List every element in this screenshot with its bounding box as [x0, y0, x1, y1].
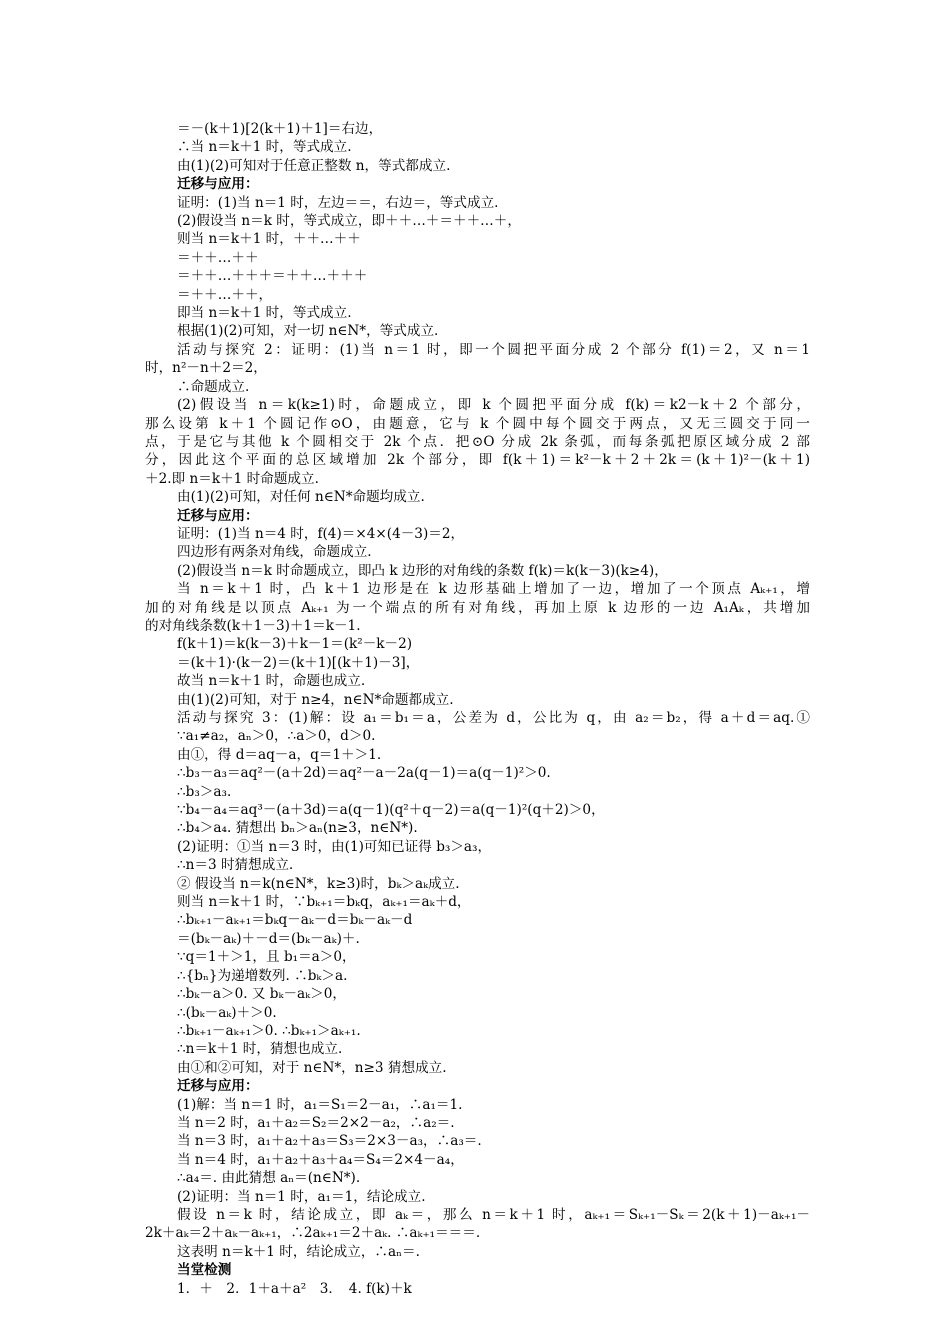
text-line: 证明：(1)当 n＝4 时，f(4)＝×4×(4－3)＝2， [177, 525, 465, 542]
text-line: ∴bₖ－a＞0. 又 bₖ－aₖ＞0， [177, 986, 346, 1003]
text-line: (2)证明：当 n＝1 时，a₁＝1，结论成立. [177, 1188, 426, 1205]
text-line: ∴bₖ₊₁－aₖ₊₁＞0. ∴bₖ₊₁＞aₖ₊₁. [177, 1022, 361, 1039]
text-line: 当 n＝k＋1 时，凸 k＋1 边形是在 k 边形基础上增加了一边，增加了一个顶点 Aₖ₊₁，增 [177, 581, 810, 598]
text-line: ∵q＝1＋＞1，且 b₁＝a＞0， [177, 949, 356, 966]
text-line: f(k＋1)＝k(k－3)＋k－1＝(k²－k－2) [177, 636, 413, 653]
text-line: 则当 n＝k＋1 时，＋＋…＋＋ [177, 231, 361, 248]
text-line: ∴命题成立. [177, 378, 250, 395]
text-line: 1．＋ 2．1＋a＋a² 3． 4. f(k)＋k [177, 1280, 412, 1297]
text-line: 的对角线条数(k＋1－3)＋1＝k－1. [145, 617, 361, 634]
section-heading: 迁移与应用： [177, 1078, 259, 1095]
text-line: 证明：(1)当 n＝1 时，左边＝＝，右边＝，等式成立. [177, 194, 499, 211]
text-line: ∴b₃＞a₃. [177, 783, 232, 800]
text-line: ∴a₄＝. 由此猜想 aₙ＝(n∈N*). [177, 1170, 361, 1187]
section-heading: 当堂检测 [177, 1262, 232, 1279]
text-line: 则当 n＝k＋1 时，∵bₖ₊₁＝bₖq，aₖ₊₁＝aₖ＋d， [177, 894, 471, 911]
text-line: ∴bₖ₊₁－aₖ₊₁＝bₖq－aₖ－d＝bₖ－aₖ－d [177, 912, 413, 929]
text-line: 故当 n＝k＋1 时，命题也成立. [177, 673, 366, 690]
text-line: 这表明 n＝k＋1 时，结论成立，∴aₙ＝. [177, 1243, 420, 1260]
text-line: ＝－(k＋1)[2(k＋1)＋1]＝右边， [177, 121, 383, 137]
section-heading: 迁移与应用： [177, 507, 259, 524]
text-line: ∴当 n＝k＋1 时，等式成立. [177, 139, 352, 156]
text-line: 那么设第 k＋1 个圆记作⊙O，由题意，它与 k 个圆中每个圆交于两点，又无三圆交于同一 [145, 415, 810, 432]
text-line: ∵a₁≠a₂，aₙ＞0，∴a＞0，d＞0. [177, 728, 376, 745]
text-line: (2)假设当 n＝k 时，等式成立，即＋＋…＋＝＋＋…＋， [177, 213, 521, 230]
text-line: 由(1)(2)可知，对于 n≥4，n∈N*命题都成立. [177, 691, 454, 708]
text-line: 当 n＝3 时，a₁＋a₂＋a₃＝S₃＝2×3－a₃，∴a₃＝. [177, 1133, 482, 1150]
text-line: ∴(bₖ－aₖ)＋＞0. [177, 1004, 277, 1021]
text-line: ＝(bₖ－aₖ)＋－d＝(bₖ－aₖ)＋. [177, 930, 360, 947]
text-line: ∴n＝3 时猜想成立. [177, 857, 294, 874]
text-line: 由①和②可知，对于 n∈N*，n≥3 猜想成立. [177, 1059, 447, 1076]
text-line: 点，于是它与其他 k 个圆相交于 2k 个点．把⊙O 分成 2k 条弧，而每条弧把原区域分成 2 部 [145, 433, 810, 450]
text-line: ＝＋＋…＋＋＋＝＋＋…＋＋＋ [177, 268, 368, 285]
text-line: 由(1)(2)可知对于任意正整数 n，等式都成立. [177, 157, 451, 174]
text-line: ∴b₄＞a₄. 猜想出 bₙ＞aₙ(n≥3，n∈N*). [177, 820, 418, 837]
text-line: ∴b₃－a₃＝aq²－(a＋2d)＝aq²－a－2a(q－1)＝a(q－1)²＞0. [177, 765, 551, 782]
text-line: (2)证明：①当 n＝3 时，由(1)可知已证得 b₃＞a₃， [177, 838, 492, 855]
text-line: (2)假设当 n＝k(k≥1)时，命题成立，即 k 个圆把平面分成 f(k)＝k2－k＋2 个部分， [177, 397, 810, 414]
text-line: ∴{bₙ}为递增数列. ∴bₖ＞a. [177, 967, 348, 984]
text-line: 四边形有两条对角线，命题成立. [177, 544, 372, 561]
text-line: ＝(k＋1)·(k－2)＝(k＋1)[(k＋1)－3]， [177, 654, 420, 671]
text-line: 根据(1)(2)可知，对一切 n∈N*，等式成立. [177, 323, 439, 340]
text-line: ∵b₄－a₄＝aq³－(a＋3d)＝a(q－1)(q²＋q－2)＝a(q－1)²(q＋2)＞0， [177, 802, 605, 819]
text-line: ∴n＝k＋1 时，猜想也成立. [177, 1041, 343, 1058]
text-line: 当 n＝2 时，a₁＋a₂＝S₂＝2×2－a₂，∴a₂＝. [177, 1114, 455, 1131]
text-line: ＝＋＋…＋＋， [177, 286, 273, 303]
text-line: 即当 n＝k＋1 时，等式成立. [177, 305, 352, 322]
text-line: 2k＋aₖ＝2＋aₖ－aₖ₊₁，∴2aₖ₊₁＝2＋aₖ. ∴aₖ₊₁＝＝＝. [145, 1225, 481, 1242]
text-line: ② 假设当 n＝k(n∈N*，k≥3)时，bₖ＞aₖ成立. [177, 875, 460, 892]
text-line: 加的对角线是以顶点 Aₖ₊₁ 为一个端点的所有对角线，再加上原 k 边形的一边 A₁Aₖ，共增加 [145, 599, 810, 616]
text-line: (2)假设当 n＝k 时命题成立，即凸 k 边形的对角线的条数 f(k)＝k(k－3)(k≥4)， [177, 562, 668, 579]
text-line: 假设 n＝k 时，结论成立，即 aₖ＝，那么 n＝k＋1 时，aₖ₊₁＝Sₖ₊₁－Sₖ＝2(k＋1)－aₖ₊₁－ [177, 1206, 810, 1223]
text-line: 由①，得 d＝aq－a，q＝1＋＞1. [177, 746, 382, 763]
text-line: 活动与探究 2：证明：(1)当 n＝1 时，即一个圆把平面分成 2 个部分 f(1)＝2，又 n＝1 [177, 341, 810, 358]
text-line: 时，n²－n＋2＝2， [145, 360, 267, 377]
text-line: 由(1)(2)可知，对任何 n∈N*命题均成立. [177, 489, 425, 506]
section-heading: 迁移与应用： [177, 176, 259, 193]
text-line: 当 n＝4 时，a₁＋a₂＋a₃＋a₄＝S₄＝2×4－a₄， [177, 1151, 464, 1168]
text-line: ＋2.即 n＝k＋1 时命题成立. [145, 470, 319, 487]
text-line: 活动与探究 3：(1)解：设 a₁＝b₁＝a，公差为 d，公比为 q，由 a₂＝b₂，得 a＋d＝aq.① [177, 710, 810, 726]
text-line: ＝＋＋…＋＋ [177, 249, 259, 266]
text-line: (1)解：当 n＝1 时，a₁＝S₁＝2－a₁，∴a₁＝1. [177, 1096, 463, 1113]
document-page [145, 120, 810, 1298]
text-line: 分，因此这个平面的总区域增加 2k 个部分，即 f(k＋1)＝k²－k＋2＋2k＝(k＋1)²－(k＋1) [145, 452, 810, 469]
